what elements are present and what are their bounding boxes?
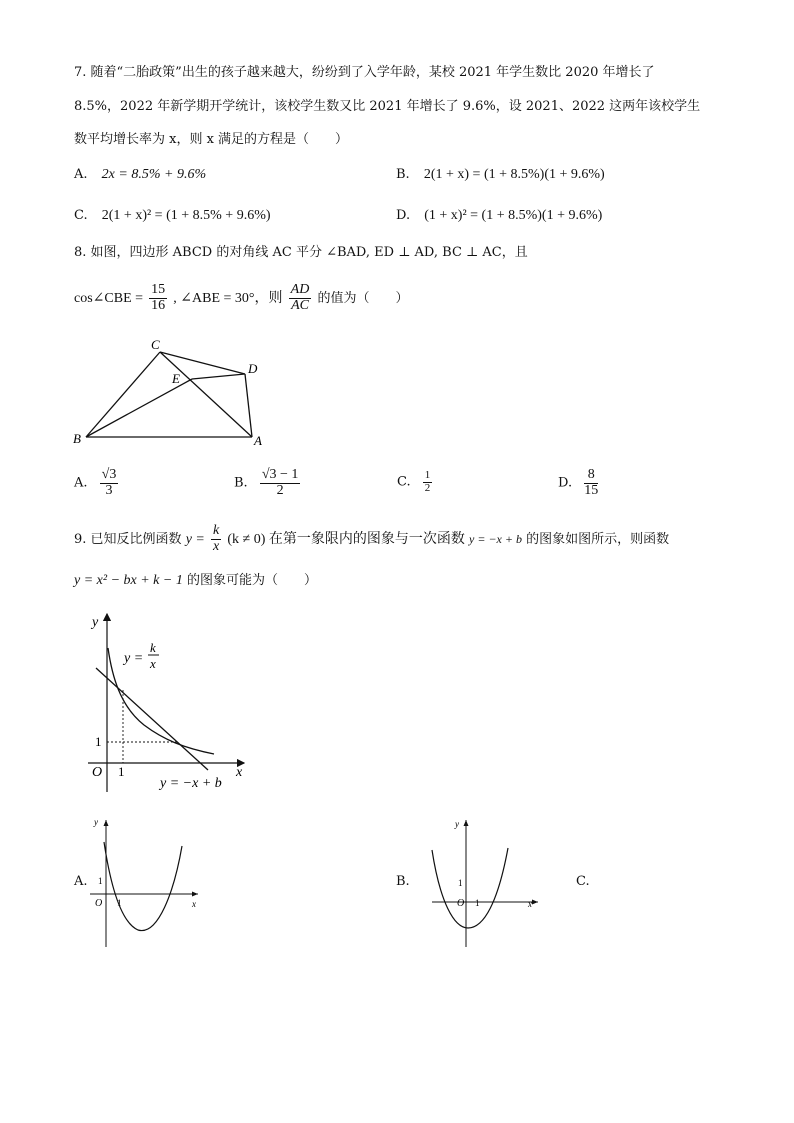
hyperbola-label: y =: [124, 651, 144, 666]
q7-option-c[interactable]: [74, 208, 271, 224]
option-text: 2x = 8.5% + 9.6%: [101, 167, 207, 182]
quadrilateral-figure: [70, 334, 270, 450]
option-fraction: [100, 468, 119, 498]
option-text: (1 + x)² = (1 + 8.5%)(1 + 9.6%): [424, 208, 603, 223]
fraction-ad-ac: [289, 283, 312, 313]
option-text: 2(1 + x) = (1 + 8.5%)(1 + 9.6%): [423, 167, 605, 182]
tick-x-1: 1: [117, 898, 122, 908]
q9-quadratic: y = x² − bx + k − 1: [74, 573, 183, 588]
frac-num: 1: [424, 469, 431, 481]
frac-den: 15: [584, 482, 599, 498]
q9-text-a: 9. 已知反比例函数: [74, 532, 182, 547]
q8-option-a[interactable]: [74, 468, 120, 498]
x-axis-label: x: [236, 765, 243, 780]
frac-num: 15: [151, 282, 166, 298]
q9-option-a-graph: [88, 812, 204, 952]
option-label: B.: [234, 475, 248, 491]
frac-den: 3: [105, 482, 113, 498]
origin-label: O: [457, 898, 465, 909]
x-label: x: [192, 899, 196, 909]
frac-num: AD: [290, 282, 310, 298]
option-fraction: [260, 468, 301, 498]
q7-line1: 7. 随着“二胎政策”出生的孩子越来越大，纷纷到了入学年龄，某校 2021 年学生数比 2020 年增长了: [74, 65, 655, 80]
hyp-den: x: [150, 656, 156, 671]
q9-option-a[interactable]: [74, 874, 88, 889]
q9-function-graph: [84, 606, 260, 794]
line-curve: [96, 668, 208, 770]
y-label: y: [455, 819, 459, 829]
label-d: D: [248, 361, 258, 376]
q9-option-b-graph: [428, 812, 546, 952]
q9-line2: [74, 572, 317, 590]
frac-num: k: [213, 523, 220, 539]
option-text: 2(1 + x)² = (1 + 8.5% + 9.6%): [101, 208, 271, 223]
origin-label: O: [92, 765, 103, 780]
option-label: C.: [397, 474, 411, 490]
angle-text: , ∠ABE = 30°，则: [173, 291, 283, 306]
option-label: B.: [396, 167, 410, 182]
option-label: D.: [396, 208, 411, 223]
frac-den: x: [213, 539, 220, 554]
q9-text-c: (k ≠ 0) 在第一象限内的图象与一次函数: [227, 532, 465, 547]
option-label: C.: [74, 208, 88, 223]
q8-option-c[interactable]: [397, 470, 434, 494]
frac-num: √3 − 1: [261, 467, 299, 482]
q9-line1: [74, 522, 669, 557]
tick-y-1: 1: [95, 734, 102, 749]
fraction-15-16: [149, 283, 167, 313]
option-fraction: [423, 470, 433, 494]
line-label: y = −x + b: [160, 776, 222, 791]
q9-linear: y = −x + b: [469, 532, 522, 546]
frac-den: 2: [424, 481, 431, 494]
option-fraction: [584, 468, 598, 498]
q9-text-b: 的图象可能为（ ）: [186, 573, 317, 588]
y-axis-label: y: [92, 615, 99, 630]
option-label: B.: [396, 874, 410, 889]
tick-y-1: 1: [98, 876, 103, 886]
frac-num: √3: [101, 467, 117, 482]
cos-prefix: cos∠CBE =: [74, 291, 144, 306]
frac-den: 16: [151, 298, 166, 313]
hyp-num: k: [150, 640, 156, 655]
q7-option-d[interactable]: [396, 208, 602, 224]
q9-text-e: 的图象如图所示，则函数: [526, 532, 670, 547]
origin-label: O: [95, 898, 103, 909]
option-label: A.: [74, 874, 88, 889]
frac-num: 8: [584, 468, 598, 484]
option-label: C.: [576, 874, 590, 889]
suffix-text: 的值为（ ）: [317, 291, 409, 306]
q7-option-a[interactable]: [74, 167, 206, 183]
q9-option-c[interactable]: [576, 874, 590, 889]
q7-option-b[interactable]: [396, 167, 605, 183]
q8-option-d[interactable]: [558, 468, 600, 498]
parabola-curve: [104, 842, 182, 931]
q9-y-equals: y =: [185, 532, 205, 547]
tick-x-1: 1: [118, 764, 125, 779]
label-a: A: [254, 433, 262, 448]
frac-den: AC: [291, 298, 309, 313]
x-label: x: [528, 899, 532, 909]
tick-y-1: 1: [458, 878, 463, 888]
q7-line3: 数平均增长率为 x，则 x 满足的方程是（ ）: [74, 132, 349, 147]
tick-x-1: 1: [475, 898, 480, 908]
option-label: A.: [74, 167, 88, 182]
label-c: C: [151, 337, 160, 352]
q8-option-b[interactable]: [234, 468, 302, 498]
parabola-curve: [432, 848, 508, 928]
q8-line1: 8. 如图，四边形 ABCD 的对角线 AC 平分 ∠BAD, ED ⊥ AD, BC ⊥ AC，且: [74, 245, 528, 260]
label-b: B: [73, 431, 81, 446]
label-e: E: [172, 371, 180, 386]
q9-fraction-k-x: [211, 524, 221, 554]
q9-option-b[interactable]: [396, 874, 410, 889]
q7-line2: 8.5%，2022 年新学期开学统计，该校学生数又比 2021 年增长了 9.6%，设 2021、2022 这两年该校学生: [74, 99, 701, 114]
option-label: A.: [74, 475, 88, 491]
frac-den: 2: [276, 482, 284, 498]
q8-line2: [74, 282, 409, 316]
y-label: y: [94, 817, 98, 827]
option-label: D.: [558, 475, 573, 491]
